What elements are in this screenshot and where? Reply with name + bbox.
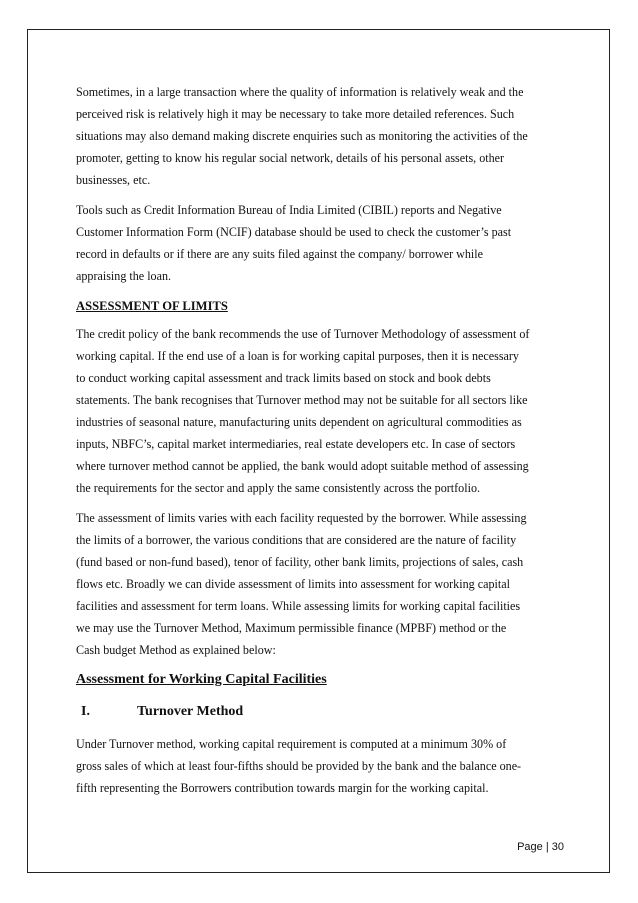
text-line: inputs, NBFC’s, capital market intermediaries, real estate developers etc. In case of sectors [76,437,516,451]
text-line: Under Turnover method, working capital requirement is computed at a minimum 30% of [76,737,507,751]
section-heading-assessment-of-limits: ASSESSMENT OF LIMITS [76,299,228,313]
section-heading-working-capital: Assessment for Working Capital Facilities [76,672,327,687]
text-line: facilities and assessment for term loans. While assessing limits for working capital facilities [76,599,521,613]
text-line: businesses, etc. [76,173,151,187]
text-line: flows etc. Broadly we can divide assessment of limits into assessment for working capital [76,577,510,591]
text-line: gross sales of which at least four-fifths should be provided by the bank and the balance one- [76,759,522,773]
text-line: appraising the loan. [76,269,172,283]
text-line: Tools such as Credit Information Bureau of India Limited (CIBIL) reports and Negative [76,203,502,217]
document-body [76,81,564,807]
text-line: working capital. If the end use of a loan is for working capital purposes, then it is necessary [76,349,519,363]
text-line: The credit policy of the bank recommends the use of Turnover Methodology of assessment of [76,327,530,341]
text-line: (fund based or non-fund based), tenor of facility, other bank limits, projections of sales, cash [76,555,524,569]
text-line: perceived risk is relatively high it may be necessary to take more detailed references. Such [76,107,515,121]
text-line: the requirements for the sector and apply the same consistently across the portfolio. [76,481,481,495]
text-line: industries of seasonal nature, manufacturing units dependent on agricultural commodities as [76,415,522,429]
paragraph-cibil-tools [76,199,564,287]
text-line: where turnover method cannot be applied, the bank would adopt suitable method of assessing [76,459,529,473]
text-line: record in defaults or if there are any suits filed against the company/ borrower while [76,247,484,261]
paragraph-limits-assessment [76,507,564,661]
paragraph-credit-policy [76,323,564,499]
text-line: Customer Information Form (NCIF) database should be used to check the customer’s past [76,225,512,239]
subsection-number: I. [81,704,90,719]
text-line: the limits of a borrower, the various conditions that are considered are the nature of facility [76,533,517,547]
text-line: fifth representing the Borrowers contribution towards margin for the working capital. [76,781,489,795]
subsection-heading-turnover-method [76,701,564,723]
text-line: Sometimes, in a large transaction where the quality of information is relatively weak and the [76,85,524,99]
text-line: statements. The bank recognises that Turnover method may not be suitable for all sectors like [76,393,528,407]
text-line: situations may also demand making discrete enquiries such as monitoring the activities of the [76,129,528,143]
paragraph-turnover-method [76,733,564,799]
text-line: promoter, getting to know his regular social network, details of his personal assets, other [76,151,505,165]
text-line: we may use the Turnover Method, Maximum permissible finance (MPBF) method or the [76,621,507,635]
text-line: The assessment of limits varies with each facility requested by the borrower. While assessing [76,511,527,525]
text-line: to conduct working capital assessment and track limits based on stock and book debts [76,371,491,385]
paragraph-references [76,81,564,191]
subsection-title: Turnover Method [137,704,244,719]
page-number: Page | 30 [517,841,564,853]
text-line: Cash budget Method as explained below: [76,643,276,657]
